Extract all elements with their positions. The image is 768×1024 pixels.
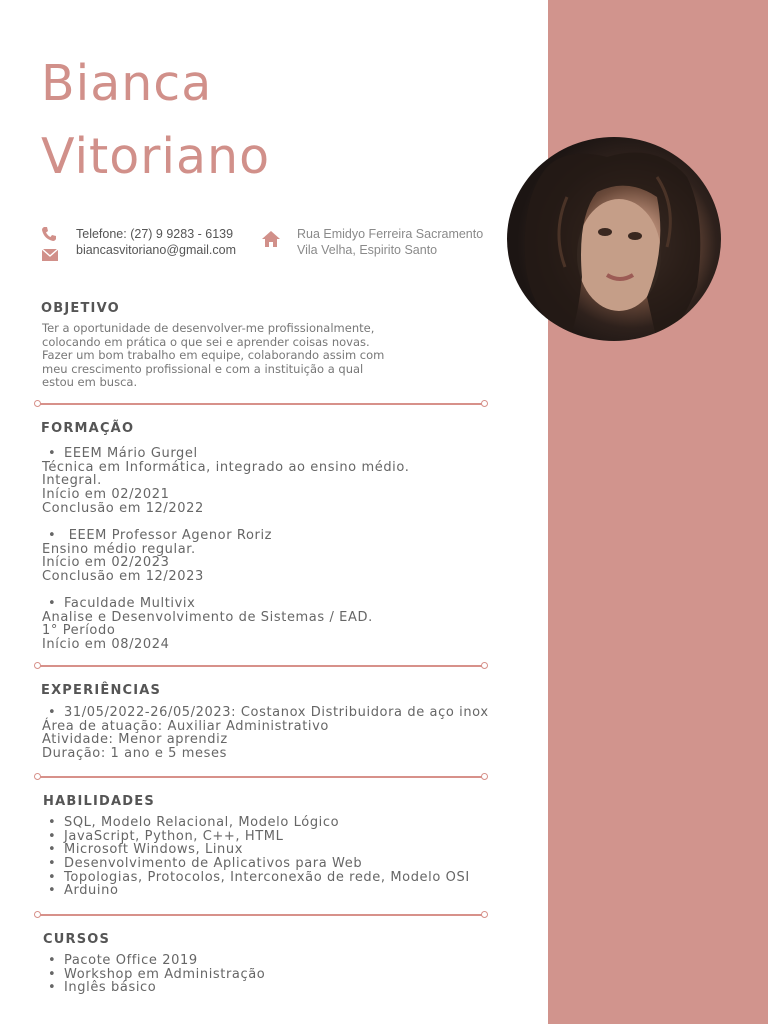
section-divider xyxy=(40,914,482,916)
objetivo-line: Fazer um bom trabalho em equipe, colaborando assim com xyxy=(42,348,385,363)
habilidade-item: • Microsoft Windows, Linux xyxy=(42,843,470,857)
envelope-icon xyxy=(42,246,58,265)
habilidades-title: HABILIDADES xyxy=(43,794,155,809)
objetivo-text xyxy=(42,322,442,390)
formacao-detail: 1° Período xyxy=(42,623,116,639)
habilidade-item: • Arduino xyxy=(42,884,470,898)
objetivo-line: Ter a oportunidade de desenvolver-me profissionalmente, xyxy=(42,321,375,335)
formacao-detail: Técnica em Informática, integrado ao ensino médio. xyxy=(42,459,410,475)
phone-text: Telefone: (27) 9 9283 - 6139 xyxy=(76,227,234,241)
formacao-item xyxy=(42,447,409,515)
section-divider xyxy=(40,403,482,405)
formacao-school: • EEEM Professor Agenor Roriz xyxy=(42,529,272,543)
habilidades-list xyxy=(42,816,470,898)
experiencia-item xyxy=(42,706,489,761)
cursos-list xyxy=(42,954,265,995)
habilidade-item: • Desenvolvimento de Aplicativos para Web xyxy=(42,857,470,871)
house-icon xyxy=(262,231,280,251)
formacao-detail: Início em 08/2024 xyxy=(42,637,170,653)
curso-item: • Pacote Office 2019 xyxy=(42,954,265,968)
experiencias-title: EXPERIÊNCIAS xyxy=(41,683,162,698)
formacao-item xyxy=(42,597,373,652)
formacao-school: • EEEM Mário Gurgel xyxy=(42,447,409,461)
formacao-title: FORMAÇÃO xyxy=(41,421,135,436)
habilidade-item: • Topologias, Protocolos, Interconexão de rede, Modelo OSI xyxy=(42,871,470,885)
profile-photo xyxy=(507,137,721,341)
formacao-detail: Integral. xyxy=(42,473,102,489)
email-text: biancasvitoriano@gmail.com xyxy=(76,243,236,257)
formacao-detail: Analise e Desenvolvimento de Sistemas / EAD. xyxy=(42,609,373,625)
experiencia-detail: Duração: 1 ano e 5 meses xyxy=(42,746,227,762)
section-divider xyxy=(40,776,482,778)
objetivo-line: colocando em prática o que sei e aprender coisas novas. xyxy=(42,334,370,349)
address-line-2: Vila Velha, Espirito Santo xyxy=(297,243,438,257)
objetivo-title: OBJETIVO xyxy=(41,301,120,316)
address-line-1: Rua Emidyo Ferreira Sacramento xyxy=(297,227,484,241)
phone-icon xyxy=(41,226,57,246)
experiencia-detail: Área de atuação: Auxiliar Administrativo xyxy=(42,718,329,734)
formacao-school: • Faculdade Multivix xyxy=(42,597,373,611)
cursos-title: CURSOS xyxy=(43,932,111,947)
formacao-detail: Conclusão em 12/2023 xyxy=(42,569,204,585)
name-last: Vitoriano xyxy=(41,128,271,185)
formacao-detail: Início em 02/2023 xyxy=(42,555,170,571)
formacao-detail: Início em 02/2021 xyxy=(42,487,170,503)
name-first: Bianca xyxy=(41,55,213,112)
experiencia-detail: Atividade: Menor aprendiz xyxy=(42,732,228,748)
objetivo-line: meu crescimento profissional e com a instituição a qual xyxy=(42,361,364,376)
section-divider xyxy=(40,665,482,667)
habilidade-item: • JavaScript, Python, C++, HTML xyxy=(42,830,470,844)
formacao-detail: Conclusão em 12/2022 xyxy=(42,500,204,516)
formacao-detail: Ensino médio regular. xyxy=(42,541,196,557)
experiencia-header: • 31/05/2022-26/05/2023: Costanox Distribuidora de aço inox xyxy=(42,706,489,720)
habilidade-item: • SQL, Modelo Relacional, Modelo Lógico xyxy=(42,816,470,830)
objetivo-line: estou em busca. xyxy=(42,375,138,390)
formacao-item xyxy=(42,529,272,584)
curso-item: • Inglês básico xyxy=(42,981,265,995)
curso-item: • Workshop em Administração xyxy=(42,968,265,982)
